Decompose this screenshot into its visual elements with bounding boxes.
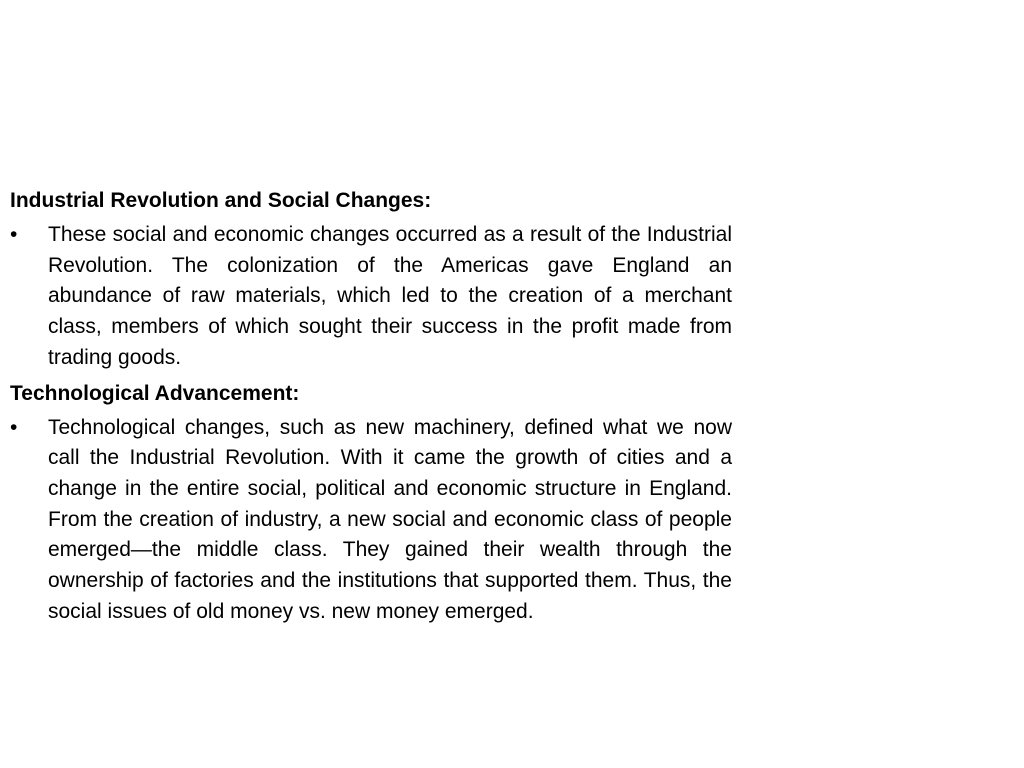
bullet-marker: •	[10, 415, 18, 439]
bullet-text-social-changes: These social and economic changes occurred as a result of the Industrial Revolution. The colonization of the Americas gave England an abundance of raw materials, which led to the creation of a merchant class, members of which sought their success in the profit made from trading goods.	[48, 223, 732, 369]
bullet-item-social-changes	[10, 220, 732, 374]
section-heading-technological-advancement: Technological Advancement:	[10, 381, 300, 405]
slide-content	[10, 185, 732, 631]
bullet-item-technological-changes	[10, 413, 732, 628]
bullet-marker: •	[10, 223, 18, 246]
section-heading-industrial-revolution: Industrial Revolution and Social Changes:	[10, 189, 432, 212]
bullet-text-technological-changes: Technological changes, such as new machinery, defined what we now call the Industrial Revolution. With it came the growth of cities and a change in the entire social, political and economic structure in England. From the creation of industry, a new social and economic class of people emerged—the middle class. They gained their wealth through the ownership of factories and the institutions that supported them. Thus, the social issues of old money vs. new money emerged.	[48, 415, 732, 623]
